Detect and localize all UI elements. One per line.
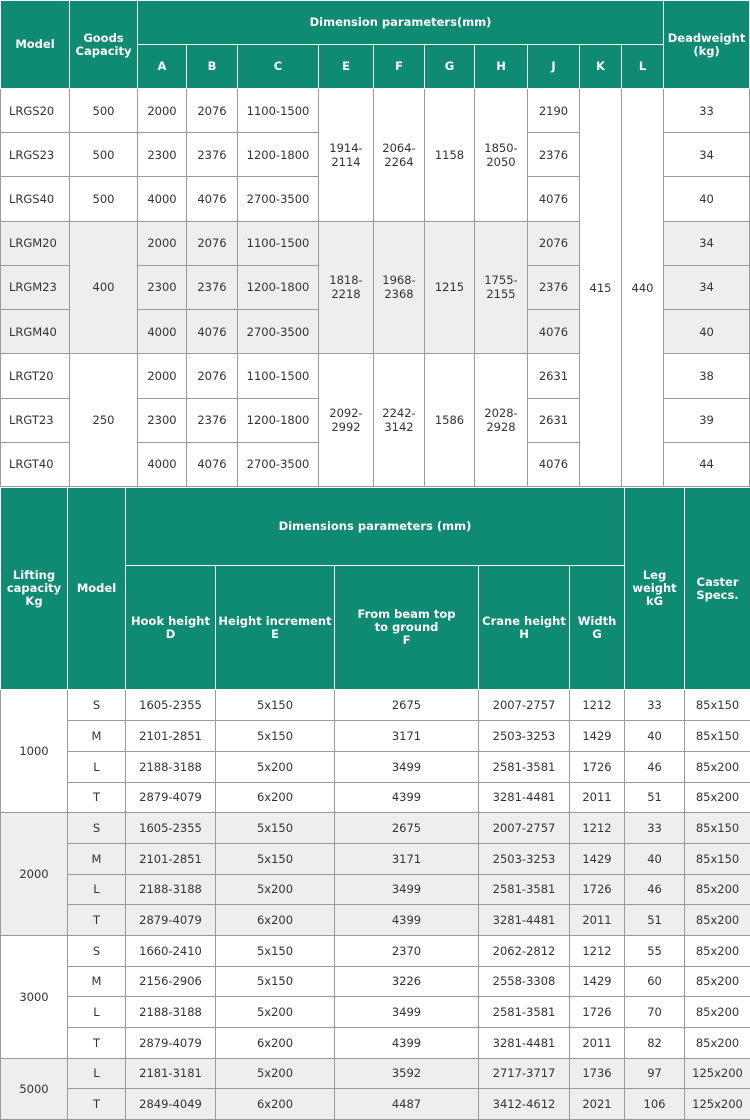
crane-height-cell: 2503-3253: [479, 721, 570, 752]
hook-height-cell: 2188-3188: [126, 751, 216, 782]
beam-to-ground-cell: 3499: [335, 997, 479, 1028]
dim-a-cell: 2000: [138, 89, 187, 133]
table-row: [1, 935, 750, 966]
beam-to-ground-cell: 4399: [335, 1027, 479, 1058]
leg-weight-cell: 40: [625, 721, 685, 752]
dim-j-cell: 2376: [528, 265, 580, 309]
caster-cell: 85x200: [685, 782, 750, 813]
deadweight-cell: 33: [664, 89, 750, 133]
header-crane-height: Crane height H: [479, 565, 570, 690]
hook-height-cell: 2849-4049: [126, 1089, 216, 1120]
dim-b-cell: 2376: [187, 398, 238, 442]
beam-to-ground-cell: 4487: [335, 1089, 479, 1120]
deadweight-cell: 34: [664, 265, 750, 309]
lifting-capacity-cell: 5000: [1, 1058, 68, 1119]
dim-b-cell: 2076: [187, 89, 238, 133]
beam-to-ground-cell: 3499: [335, 751, 479, 782]
lifting-capacity-cell: 2000: [1, 813, 68, 936]
header-height-increment: Height increment E: [216, 565, 335, 690]
model-cell: LRGM40: [1, 310, 70, 354]
caster-cell: 125x200: [685, 1058, 750, 1089]
hook-height-cell: 2156-2906: [126, 966, 216, 997]
leg-weight-cell: 46: [625, 751, 685, 782]
dim-c-cell: 1200-1800: [238, 133, 319, 177]
model-cell: LRGS40: [1, 177, 70, 221]
spec-table-lifting-capacity: [0, 487, 750, 1120]
model-cell: T: [68, 1089, 126, 1120]
crane-height-cell: 2717-3717: [479, 1058, 570, 1089]
header-dim-a: A: [138, 45, 187, 89]
table-row: [1, 997, 750, 1028]
beam-to-ground-cell: 3171: [335, 843, 479, 874]
dim-a-cell: 2300: [138, 133, 187, 177]
width-cell: 1726: [570, 874, 625, 905]
dim-j-cell: 4076: [528, 310, 580, 354]
table-row: [1, 1089, 750, 1120]
dim-a-cell: 2000: [138, 354, 187, 398]
dim-f-cell: 2242- 3142: [374, 354, 425, 487]
dim-j-cell: 2376: [528, 133, 580, 177]
table-row: [1, 721, 750, 752]
crane-height-cell: 2503-3253: [479, 843, 570, 874]
crane-height-cell: 3281-4481: [479, 782, 570, 813]
table-row: [1, 1058, 750, 1089]
beam-to-ground-cell: 3499: [335, 874, 479, 905]
model-cell: T: [68, 782, 126, 813]
width-cell: 1429: [570, 721, 625, 752]
dim-c-cell: 1200-1800: [238, 398, 319, 442]
spec-table-gantry-models: [0, 0, 750, 487]
crane-height-cell: 3281-4481: [479, 905, 570, 936]
hook-height-cell: 2181-3181: [126, 1058, 216, 1089]
model-cell: T: [68, 1027, 126, 1058]
width-cell: 1726: [570, 997, 625, 1028]
deadweight-cell: 34: [664, 221, 750, 265]
header-dim-e: E: [319, 45, 374, 89]
hook-height-cell: 2188-3188: [126, 874, 216, 905]
table-row: [1, 874, 750, 905]
beam-to-ground-cell: 4399: [335, 782, 479, 813]
table-row: [1, 782, 750, 813]
header-dimension-parameters: Dimensions parameters (mm): [126, 488, 625, 566]
caster-cell: 85x200: [685, 1027, 750, 1058]
dim-g-cell: 1215: [425, 221, 475, 354]
beam-to-ground-cell: 2675: [335, 690, 479, 721]
dim-c-cell: 1100-1500: [238, 89, 319, 133]
model-cell: LRGS20: [1, 89, 70, 133]
width-cell: 2021: [570, 1089, 625, 1120]
dim-j-cell: 2076: [528, 221, 580, 265]
header-caster-specs: Caster Specs.: [685, 488, 750, 690]
height-increment-cell: 6x200: [216, 1089, 335, 1120]
width-cell: 1429: [570, 966, 625, 997]
dim-b-cell: 2076: [187, 354, 238, 398]
model-cell: L: [68, 751, 126, 782]
caster-cell: 85x200: [685, 905, 750, 936]
dim-c-cell: 1200-1800: [238, 265, 319, 309]
beam-to-ground-cell: 3592: [335, 1058, 479, 1089]
crane-height-cell: 2581-3581: [479, 997, 570, 1028]
caster-cell: 85x200: [685, 935, 750, 966]
capacity-cell: 250: [70, 354, 138, 487]
capacity-cell: 500: [70, 133, 138, 177]
deadweight-cell: 39: [664, 398, 750, 442]
crane-height-cell: 2007-2757: [479, 690, 570, 721]
hook-height-cell: 1660-2410: [126, 935, 216, 966]
dim-g-cell: 1586: [425, 354, 475, 487]
beam-to-ground-cell: 3171: [335, 721, 479, 752]
deadweight-cell: 40: [664, 177, 750, 221]
header-lifting-capacity: Lifting capacity Kg: [1, 488, 68, 690]
dim-a-cell: 4000: [138, 442, 187, 486]
leg-weight-cell: 51: [625, 782, 685, 813]
header-model: Model: [68, 488, 126, 690]
height-increment-cell: 5x150: [216, 843, 335, 874]
model-cell: S: [68, 935, 126, 966]
crane-height-cell: 2558-3308: [479, 966, 570, 997]
dim-a-cell: 2300: [138, 265, 187, 309]
dim-h-cell: 2028- 2928: [475, 354, 528, 487]
header-dim-k: K: [580, 45, 622, 89]
lifting-capacity-cell: 3000: [1, 935, 68, 1058]
header-leg-weight: Leg weight kG: [625, 488, 685, 690]
header-model: Model: [1, 1, 70, 89]
width-cell: 1212: [570, 935, 625, 966]
table-row: [1, 813, 750, 844]
beam-to-ground-cell: 2370: [335, 935, 479, 966]
header-hook-height: Hook height D: [126, 565, 216, 690]
model-cell: LRGM20: [1, 221, 70, 265]
model-cell: L: [68, 1058, 126, 1089]
capacity-cell: 500: [70, 89, 138, 133]
caster-cell: 85x200: [685, 966, 750, 997]
leg-weight-cell: 51: [625, 905, 685, 936]
beam-to-ground-cell: 3226: [335, 966, 479, 997]
table-row: [1, 843, 750, 874]
hook-height-cell: 2879-4079: [126, 905, 216, 936]
header-dim-g: G: [425, 45, 475, 89]
hook-height-cell: 1605-2355: [126, 690, 216, 721]
height-increment-cell: 6x200: [216, 782, 335, 813]
deadweight-cell: 40: [664, 310, 750, 354]
dim-a-cell: 4000: [138, 310, 187, 354]
crane-height-cell: 3281-4481: [479, 1027, 570, 1058]
table-row: [1, 905, 750, 936]
header-dim-j: J: [528, 45, 580, 89]
dim-e-cell: 1914- 2114: [319, 89, 374, 222]
leg-weight-cell: 106: [625, 1089, 685, 1120]
model-cell: S: [68, 813, 126, 844]
dim-e-cell: 2092- 2992: [319, 354, 374, 487]
leg-weight-cell: 46: [625, 874, 685, 905]
header-dim-l: L: [622, 45, 664, 89]
capacity-cell: 500: [70, 177, 138, 221]
hook-height-cell: 2101-2851: [126, 843, 216, 874]
model-cell: LRGT20: [1, 354, 70, 398]
dim-b-cell: 2376: [187, 265, 238, 309]
header-dim-f: F: [374, 45, 425, 89]
table-row: [1, 690, 750, 721]
height-increment-cell: 5x150: [216, 966, 335, 997]
dim-b-cell: 4076: [187, 442, 238, 486]
deadweight-cell: 34: [664, 133, 750, 177]
dim-e-cell: 1818- 2218: [319, 221, 374, 354]
header-dimension-parameters: Dimension parameters(mm): [138, 1, 664, 45]
dim-j-cell: 2631: [528, 354, 580, 398]
width-cell: 1429: [570, 843, 625, 874]
header-dim-c: C: [238, 45, 319, 89]
leg-weight-cell: 97: [625, 1058, 685, 1089]
table-row: [1, 89, 750, 133]
caster-cell: 85x200: [685, 997, 750, 1028]
width-cell: 1726: [570, 751, 625, 782]
hook-height-cell: 1605-2355: [126, 813, 216, 844]
hook-height-cell: 2188-3188: [126, 997, 216, 1028]
caster-cell: 85x150: [685, 843, 750, 874]
model-cell: S: [68, 690, 126, 721]
model-cell: T: [68, 905, 126, 936]
caster-cell: 85x150: [685, 690, 750, 721]
leg-weight-cell: 33: [625, 690, 685, 721]
height-increment-cell: 5x200: [216, 1058, 335, 1089]
dim-c-cell: 2700-3500: [238, 310, 319, 354]
model-cell: L: [68, 874, 126, 905]
hook-height-cell: 2101-2851: [126, 721, 216, 752]
model-cell: LRGT23: [1, 398, 70, 442]
width-cell: 1212: [570, 813, 625, 844]
dim-c-cell: 1100-1500: [238, 221, 319, 265]
beam-to-ground-cell: 2675: [335, 813, 479, 844]
model-cell: M: [68, 721, 126, 752]
leg-weight-cell: 82: [625, 1027, 685, 1058]
width-cell: 2011: [570, 782, 625, 813]
leg-weight-cell: 33: [625, 813, 685, 844]
capacity-cell: 400: [70, 221, 138, 354]
crane-height-cell: 2581-3581: [479, 751, 570, 782]
dim-j-cell: 4076: [528, 442, 580, 486]
caster-cell: 85x200: [685, 874, 750, 905]
height-increment-cell: 5x150: [216, 721, 335, 752]
caster-cell: 85x150: [685, 813, 750, 844]
dim-c-cell: 2700-3500: [238, 177, 319, 221]
model-cell: LRGT40: [1, 442, 70, 486]
dim-c-cell: 1100-1500: [238, 354, 319, 398]
dim-b-cell: 2076: [187, 221, 238, 265]
model-cell: M: [68, 966, 126, 997]
dim-j-cell: 2190: [528, 89, 580, 133]
dim-b-cell: 2376: [187, 133, 238, 177]
crane-height-cell: 2062-2812: [479, 935, 570, 966]
dim-k-cell: 415: [580, 89, 622, 487]
model-cell: L: [68, 997, 126, 1028]
crane-height-cell: 2581-3581: [479, 874, 570, 905]
dim-c-cell: 2700-3500: [238, 442, 319, 486]
dim-j-cell: 4076: [528, 177, 580, 221]
width-cell: 1212: [570, 690, 625, 721]
leg-weight-cell: 70: [625, 997, 685, 1028]
lifting-capacity-cell: 1000: [1, 690, 68, 813]
height-increment-cell: 5x150: [216, 935, 335, 966]
deadweight-cell: 38: [664, 354, 750, 398]
width-cell: 2011: [570, 1027, 625, 1058]
deadweight-cell: 44: [664, 442, 750, 486]
height-increment-cell: 5x150: [216, 690, 335, 721]
model-cell: M: [68, 843, 126, 874]
height-increment-cell: 6x200: [216, 1027, 335, 1058]
height-increment-cell: 6x200: [216, 905, 335, 936]
dim-h-cell: 1755- 2155: [475, 221, 528, 354]
dim-b-cell: 4076: [187, 177, 238, 221]
table-row: [1, 1027, 750, 1058]
dim-f-cell: 1968- 2368: [374, 221, 425, 354]
table-body: [1, 690, 750, 1120]
caster-cell: 85x150: [685, 721, 750, 752]
table-row: [1, 966, 750, 997]
height-increment-cell: 5x200: [216, 751, 335, 782]
crane-height-cell: 2007-2757: [479, 813, 570, 844]
dim-l-cell: 440: [622, 89, 664, 487]
hook-height-cell: 2879-4079: [126, 1027, 216, 1058]
model-cell: LRGS23: [1, 133, 70, 177]
dim-j-cell: 2631: [528, 398, 580, 442]
dim-g-cell: 1158: [425, 89, 475, 222]
header-deadweight: Deadweight (kg): [664, 1, 750, 89]
dim-a-cell: 4000: [138, 177, 187, 221]
header-from-beam-top: From beam top to ground F: [335, 565, 479, 690]
model-cell: LRGM23: [1, 265, 70, 309]
dim-b-cell: 4076: [187, 310, 238, 354]
dim-a-cell: 2000: [138, 221, 187, 265]
dim-f-cell: 2064- 2264: [374, 89, 425, 222]
beam-to-ground-cell: 4399: [335, 905, 479, 936]
leg-weight-cell: 40: [625, 843, 685, 874]
height-increment-cell: 5x200: [216, 874, 335, 905]
leg-weight-cell: 60: [625, 966, 685, 997]
caster-cell: 85x200: [685, 751, 750, 782]
height-increment-cell: 5x200: [216, 997, 335, 1028]
width-cell: 2011: [570, 905, 625, 936]
header-dim-h: H: [475, 45, 528, 89]
height-increment-cell: 5x150: [216, 813, 335, 844]
dim-h-cell: 1850- 2050: [475, 89, 528, 222]
dim-a-cell: 2300: [138, 398, 187, 442]
leg-weight-cell: 55: [625, 935, 685, 966]
hook-height-cell: 2879-4079: [126, 782, 216, 813]
header-goods-capacity: Goods Capacity: [70, 1, 138, 89]
crane-height-cell: 3412-4612: [479, 1089, 570, 1120]
width-cell: 1736: [570, 1058, 625, 1089]
table-row: [1, 751, 750, 782]
caster-cell: 125x200: [685, 1089, 750, 1120]
header-dim-b: B: [187, 45, 238, 89]
header-width: Width G: [570, 565, 625, 690]
